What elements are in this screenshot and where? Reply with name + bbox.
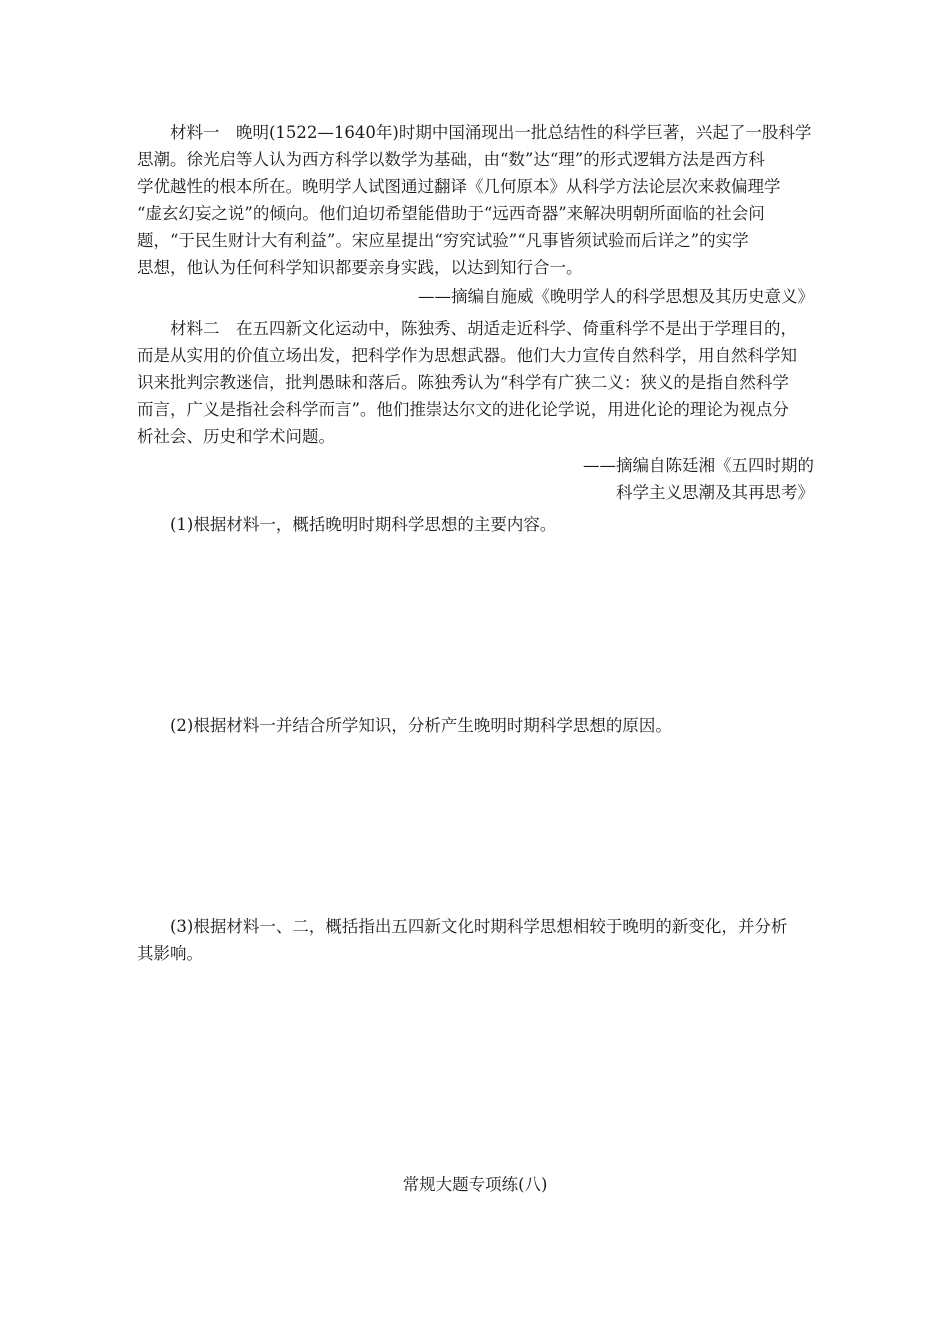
question-two: (2)根据材料一并结合所学知识，分析产生晚明时期科学思想的原因。 [170, 716, 672, 735]
material-one-source: ——摘编自施威《晚明学人的科学思想及其历史意义》 [418, 287, 814, 306]
question-one: (1)根据材料一，概括晚明时期科学思想的主要内容。 [170, 515, 557, 534]
material-two-line: 析社会、历史和学术问题。 [137, 427, 335, 446]
page-footer-title: 常规大题专项练(八) [402, 1175, 548, 1194]
material-one-line: 题，“于民生财计大有利益”。宋应星提出“穷究试验”“凡事皆须试验而后详之”的实学 [137, 231, 749, 250]
material-one-line: 思潮。徐光启等人认为西方科学以数学为基础，由“数”达“理”的形式逻辑方法是西方科 [137, 150, 765, 169]
material-one-line: 学优越性的根本所在。晚明学人试图通过翻译《几何原本》从科学方法论层次来救偏理学 [137, 177, 781, 196]
material-two-line: 识来批判宗教迷信，批判愚昧和落后。陈独秀认为“科学有广狭二义：狭义的是指自然科学 [137, 373, 789, 392]
material-one-line: 思想，他认为任何科学知识都要亲身实践，以达到知行合一。 [137, 258, 583, 277]
question-three: (3)根据材料一、二，概括指出五四新文化时期科学思想相较于晚明的新变化，并分析 [170, 917, 788, 936]
material-two-line: 而言，广义是指社会科学而言”。他们推崇达尔文的进化论学说，用进化论的理论为视点分 [137, 400, 789, 419]
material-two-source: ——摘编自陈廷湘《五四时期的 [583, 456, 814, 475]
question-three-continued: 其影响。 [137, 944, 203, 963]
material-one-line: “虚玄幻妄之说”的倾向。他们迫切希望能借助于“远西奇器”来解决明朝所面临的社会问 [137, 204, 765, 223]
material-two-line: 而是从实用的价值立场出发，把科学作为思想武器。他们大力宣传自然科学，用自然科学知 [137, 346, 797, 365]
material-two-line: 材料二 在五四新文化运动中，陈独秀、胡适走近科学、倚重科学不是出于学理目的， [170, 319, 797, 338]
material-two-source: 科学主义思潮及其再思考》 [616, 483, 814, 502]
material-one-line: 材料一 晚明(1522—1640年)时期中国涌现出一批总结性的科学巨著，兴起了一股科学 [170, 123, 812, 142]
